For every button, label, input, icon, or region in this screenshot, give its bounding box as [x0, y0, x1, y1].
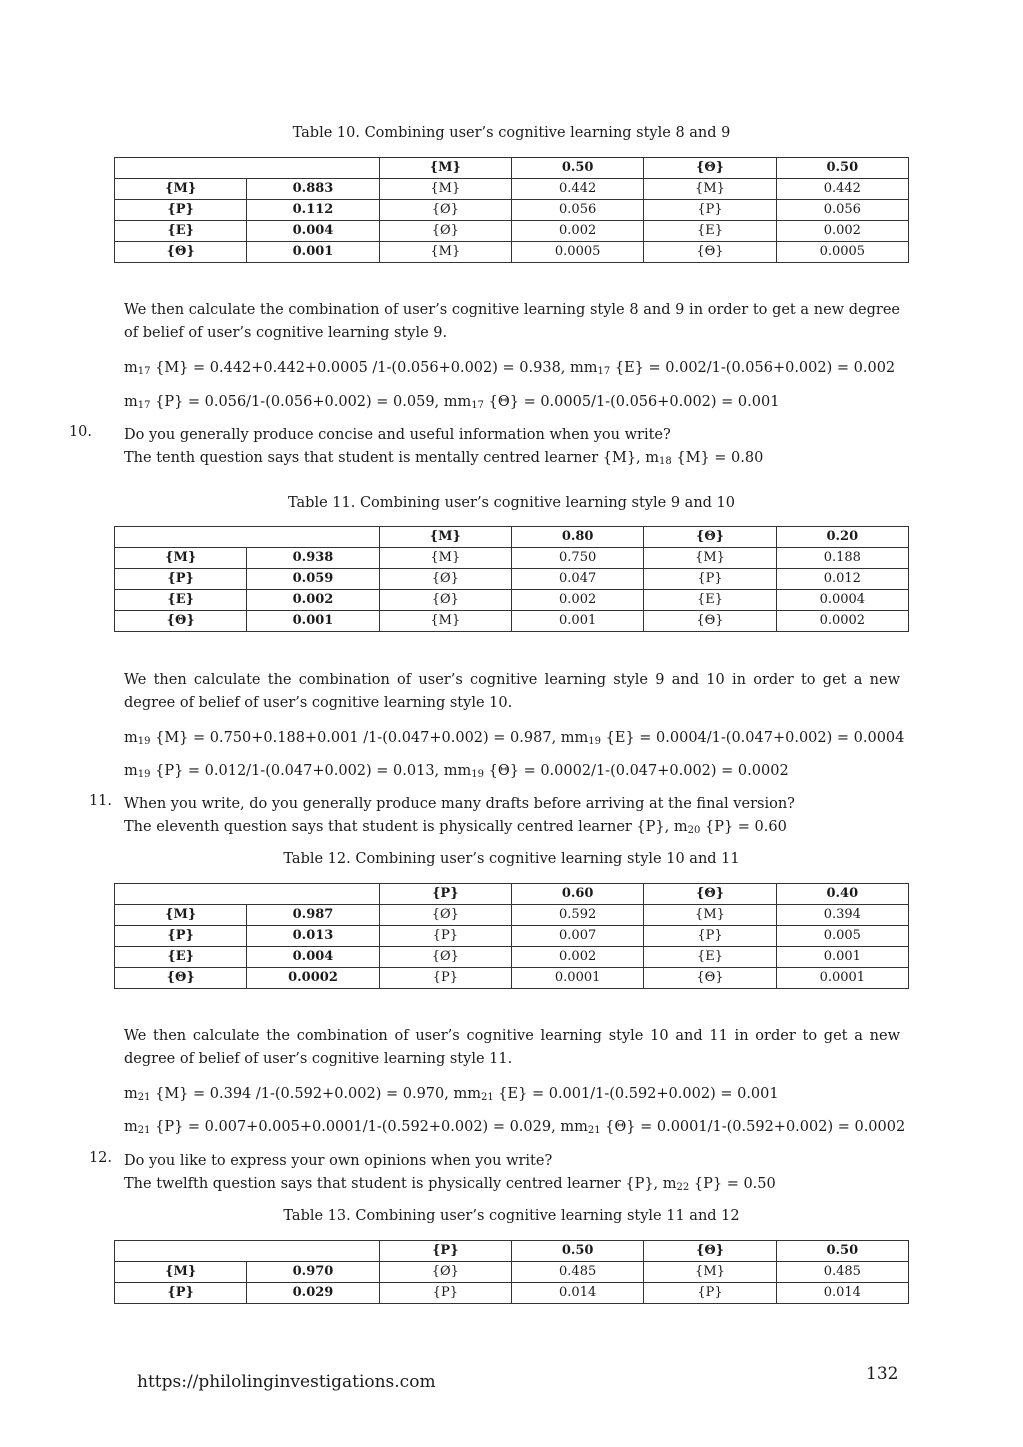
- formula-subscript: 17: [137, 366, 151, 377]
- table-cell: 0.883: [247, 179, 379, 200]
- table-cell: {P}: [115, 200, 247, 221]
- question-answer: [124, 447, 763, 471]
- data-table: [114, 526, 909, 632]
- question-text: Do you generally produce concise and useful information when you write?: [124, 427, 671, 443]
- table-cell: {P}: [115, 926, 247, 947]
- table-cell: {M}: [644, 548, 776, 569]
- table-cell: 0.485: [511, 1262, 643, 1283]
- formula-line: [124, 1117, 924, 1139]
- table-cell: {E}: [644, 221, 776, 242]
- table-cell: 0.112: [247, 200, 379, 221]
- table-cell: {M}: [379, 242, 511, 263]
- table-row: [115, 968, 909, 989]
- page-number: 132: [866, 1364, 899, 1384]
- table-cell: {P}: [644, 569, 776, 590]
- table-header-cell: 0.50: [776, 1241, 908, 1262]
- answer-text: The eleventh question says that student is physically centred learner {P}, m: [124, 819, 688, 835]
- table-header-cell: {M}: [379, 158, 511, 179]
- table-header-row: [115, 884, 909, 905]
- formula-symbol: m: [124, 730, 138, 746]
- table-cell: {M}: [379, 611, 511, 632]
- question-number: 10.: [68, 424, 92, 440]
- table-cell: {P}: [644, 1283, 776, 1304]
- formula-symbol: m: [124, 394, 138, 410]
- paragraph: We then calculate the combination of user’s cognitive learning style 8 and 9 in order to get a new degree of belief of user’s cognitive learning style 9.: [124, 302, 900, 341]
- formula-text: {M} = 0.394 /1-(0.592+0.002) = 0.970, m: [150, 1086, 468, 1102]
- question-number: 11.: [88, 793, 112, 809]
- paragraph: We then calculate the combination of user’s cognitive learning style 9 and 10 in order to get a new degree of belief of user’s cognitive learning style 10.: [124, 672, 900, 711]
- formula-symbol: m: [467, 1086, 481, 1102]
- table-cell: 0.056: [776, 200, 908, 221]
- table-cell: {Ø}: [379, 905, 511, 926]
- formula-text: {P} = 0.056/1-(0.056+0.002) = 0.059, m: [150, 394, 458, 410]
- table-header-cell: {M}: [379, 527, 511, 548]
- formula-symbol: m: [583, 360, 598, 376]
- formula-subscript: 21: [137, 1125, 151, 1136]
- table-cell: 0.014: [776, 1283, 908, 1304]
- formula-text: {M} = 0.442+0.442+0.0005 /1-(0.056+0.002) = 0.938, m: [150, 360, 584, 376]
- table-cell: {E}: [115, 221, 247, 242]
- table-cell: 0.0001: [776, 968, 908, 989]
- table-cell: {Ø}: [379, 590, 511, 611]
- table-cell: 0.485: [776, 1262, 908, 1283]
- formula-line: [124, 761, 924, 783]
- table-cell: {E}: [115, 947, 247, 968]
- table-header-row: [115, 158, 909, 179]
- table-cell: 0.002: [511, 590, 643, 611]
- table-header-cell: 0.60: [511, 884, 643, 905]
- table-caption: Table 12. Combining user’s cognitive learning style 10 and 11: [283, 851, 740, 867]
- table-cell: {M}: [379, 179, 511, 200]
- table-cell: 0.004: [247, 947, 379, 968]
- table-cell: {P}: [644, 200, 776, 221]
- formula-subscript: 19: [588, 736, 602, 747]
- formula-symbol: m: [124, 360, 138, 376]
- table-header-cell: 0.50: [511, 1241, 643, 1262]
- table-row: [115, 590, 909, 611]
- formula-subscript: 17: [137, 400, 151, 411]
- table-cell: 0.002: [776, 221, 908, 242]
- table-cell: 0.001: [511, 611, 643, 632]
- formula-subscript: 17: [597, 366, 611, 377]
- answer-text: {P} = 0.50: [689, 1176, 776, 1192]
- table-row: [115, 200, 909, 221]
- data-table: [114, 157, 909, 263]
- table-cell: {M}: [644, 905, 776, 926]
- table-cell: {Ø}: [379, 569, 511, 590]
- table-cell: 0.987: [247, 905, 379, 926]
- table-cell: 0.047: [511, 569, 643, 590]
- table-header-row: [115, 527, 909, 548]
- table-cell: {E}: [644, 590, 776, 611]
- table-cell: 0.938: [247, 548, 379, 569]
- table-header-blank: [115, 884, 380, 905]
- table-cell: 0.0002: [776, 611, 908, 632]
- table-cell: 0.442: [776, 179, 908, 200]
- footer-url[interactable]: https://philolinginvestigations.com: [137, 1372, 436, 1392]
- table-header-row: [115, 1241, 909, 1262]
- table-header-cell: {Θ}: [644, 527, 776, 548]
- data-table: [114, 1240, 909, 1304]
- table-row: [115, 1283, 909, 1304]
- table-cell: {M}: [644, 1262, 776, 1283]
- table-cell: {Θ}: [644, 242, 776, 263]
- table-cell: 0.002: [511, 221, 643, 242]
- table-header-cell: {Θ}: [644, 1241, 776, 1262]
- table-cell: 0.0004: [776, 590, 908, 611]
- table-header-cell: {Θ}: [644, 158, 776, 179]
- table-header-cell: 0.20: [776, 527, 908, 548]
- table-header-blank: [115, 158, 380, 179]
- table-cell: 0.188: [776, 548, 908, 569]
- table-cell: {M}: [379, 548, 511, 569]
- table-cell: {Θ}: [115, 968, 247, 989]
- formula-text: {Θ} = 0.0001/1-(0.592+0.002) = 0.0002: [600, 1119, 906, 1135]
- formula-symbol: m: [457, 763, 472, 779]
- table-cell: {P}: [379, 968, 511, 989]
- formula-text: {E} = 0.002/1-(0.056+0.002) = 0.002: [610, 360, 896, 376]
- table-cell: 0.004: [247, 221, 379, 242]
- table-row: [115, 548, 909, 569]
- table-cell: 0.001: [247, 242, 379, 263]
- table-cell: 0.970: [247, 1262, 379, 1283]
- formula-line: [124, 1084, 924, 1106]
- table-cell: {Ø}: [379, 947, 511, 968]
- answer-subscript: 22: [676, 1182, 690, 1193]
- answer-subscript: 20: [687, 825, 701, 836]
- formula-symbol: m: [574, 730, 589, 746]
- table-cell: {Θ}: [115, 611, 247, 632]
- question-answer: [124, 816, 787, 840]
- formula-text: {P} = 0.007+0.005+0.0001/1-(0.592+0.002) = 0.029, m: [150, 1119, 575, 1135]
- table-cell: 0.001: [776, 947, 908, 968]
- formula-symbol: m: [124, 1119, 138, 1135]
- formula-text: {E} = 0.001/1-(0.592+0.002) = 0.001: [493, 1086, 779, 1102]
- table-cell: {M}: [115, 548, 247, 569]
- table-row: [115, 611, 909, 632]
- table-cell: {M}: [115, 905, 247, 926]
- table-cell: {E}: [644, 947, 776, 968]
- table-header-blank: [115, 1241, 380, 1262]
- table-row: [115, 905, 909, 926]
- table-cell: {Θ}: [644, 968, 776, 989]
- table-cell: 0.592: [511, 905, 643, 926]
- table-cell: {Θ}: [644, 611, 776, 632]
- table-header-cell: {P}: [379, 1241, 511, 1262]
- table-header-cell: {Θ}: [644, 884, 776, 905]
- table-cell: {P}: [115, 1283, 247, 1304]
- table-cell: 0.029: [247, 1283, 379, 1304]
- data-table: [114, 883, 909, 989]
- table-cell: 0.014: [511, 1283, 643, 1304]
- formula-text: {Θ} = 0.0002/1-(0.047+0.002) = 0.0002: [484, 763, 789, 779]
- table-row: [115, 221, 909, 242]
- table-cell: {P}: [379, 926, 511, 947]
- question-number: 12.: [88, 1150, 112, 1166]
- table-cell: {Ø}: [379, 200, 511, 221]
- table-cell: 0.0005: [511, 242, 643, 263]
- answer-text: {P} = 0.60: [700, 819, 787, 835]
- formula-text: {P} = 0.012/1-(0.047+0.002) = 0.013, m: [150, 763, 458, 779]
- formula-text: {E} = 0.0004/1-(0.047+0.002) = 0.0004: [601, 730, 905, 746]
- formula-symbol: m: [457, 394, 472, 410]
- table-cell: 0.012: [776, 569, 908, 590]
- question-text: Do you like to express your own opinions when you write?: [124, 1153, 553, 1169]
- table-header-cell: 0.80: [511, 527, 643, 548]
- table-cell: 0.013: [247, 926, 379, 947]
- table-cell: {M}: [644, 179, 776, 200]
- table-header-cell: 0.50: [511, 158, 643, 179]
- answer-text: {M} = 0.80: [671, 450, 764, 466]
- formula-subscript: 19: [137, 736, 151, 747]
- table-cell: 0.002: [247, 590, 379, 611]
- formula-text: {M} = 0.750+0.188+0.001 /1-(0.047+0.002) = 0.987, m: [150, 730, 575, 746]
- table-row: [115, 1262, 909, 1283]
- table-header-blank: [115, 527, 380, 548]
- table-header-cell: 0.40: [776, 884, 908, 905]
- table-cell: 0.0001: [511, 968, 643, 989]
- table-row: [115, 242, 909, 263]
- table-cell: 0.001: [247, 611, 379, 632]
- table-header-cell: {P}: [379, 884, 511, 905]
- table-cell: 0.056: [511, 200, 643, 221]
- table-cell: 0.750: [511, 548, 643, 569]
- table-cell: {Ø}: [379, 221, 511, 242]
- table-cell: 0.002: [511, 947, 643, 968]
- table-row: [115, 926, 909, 947]
- table-cell: 0.059: [247, 569, 379, 590]
- table-cell: 0.005: [776, 926, 908, 947]
- table-cell: 0.007: [511, 926, 643, 947]
- formula-subscript: 17: [471, 400, 485, 411]
- table-cell: {M}: [115, 179, 247, 200]
- table-cell: 0.0002: [247, 968, 379, 989]
- question-answer: [124, 1173, 776, 1197]
- table-cell: {P}: [644, 926, 776, 947]
- formula-symbol: m: [124, 763, 138, 779]
- formula-text: {Θ} = 0.0005/1-(0.056+0.002) = 0.001: [484, 394, 780, 410]
- formula-subscript: 19: [471, 769, 485, 780]
- table-cell: {M}: [115, 1262, 247, 1283]
- formula-line: [124, 728, 924, 750]
- table-cell: {P}: [379, 1283, 511, 1304]
- table-row: [115, 947, 909, 968]
- table-caption: Table 10. Combining user’s cognitive learning style 8 and 9: [292, 125, 731, 141]
- question-text: When you write, do you generally produce many drafts before arriving at the final version?: [124, 796, 795, 812]
- formula-line: [124, 392, 924, 414]
- table-caption: Table 11. Combining user’s cognitive learning style 9 and 10: [287, 495, 736, 511]
- formula-subscript: 21: [137, 1092, 151, 1103]
- answer-text: The twelfth question says that student is physically centred learner {P}, m: [124, 1176, 677, 1192]
- formula-symbol: m: [124, 1086, 138, 1102]
- answer-subscript: 18: [659, 456, 672, 467]
- table-cell: 0.0005: [776, 242, 908, 263]
- table-caption: Table 13. Combining user’s cognitive learning style 11 and 12: [283, 1208, 740, 1224]
- table-cell: {Ø}: [379, 1262, 511, 1283]
- formula-subscript: 21: [480, 1092, 494, 1103]
- table-cell: {P}: [115, 569, 247, 590]
- formula-subscript: 19: [137, 769, 151, 780]
- formula-subscript: 21: [587, 1125, 601, 1136]
- table-row: [115, 569, 909, 590]
- answer-text: The tenth question says that student is mentally centred learner {M}, m: [124, 450, 660, 466]
- paragraph: We then calculate the combination of user’s cognitive learning style 10 and 11 in order to get a new degree of belief of user’s cognitive learning style 11.: [124, 1028, 900, 1067]
- table-cell: {Θ}: [115, 242, 247, 263]
- table-cell: {E}: [115, 590, 247, 611]
- table-row: [115, 179, 909, 200]
- formula-symbol: m: [574, 1119, 588, 1135]
- table-header-cell: 0.50: [776, 158, 908, 179]
- formula-line: [124, 358, 924, 380]
- table-cell: 0.442: [511, 179, 643, 200]
- table-cell: 0.394: [776, 905, 908, 926]
